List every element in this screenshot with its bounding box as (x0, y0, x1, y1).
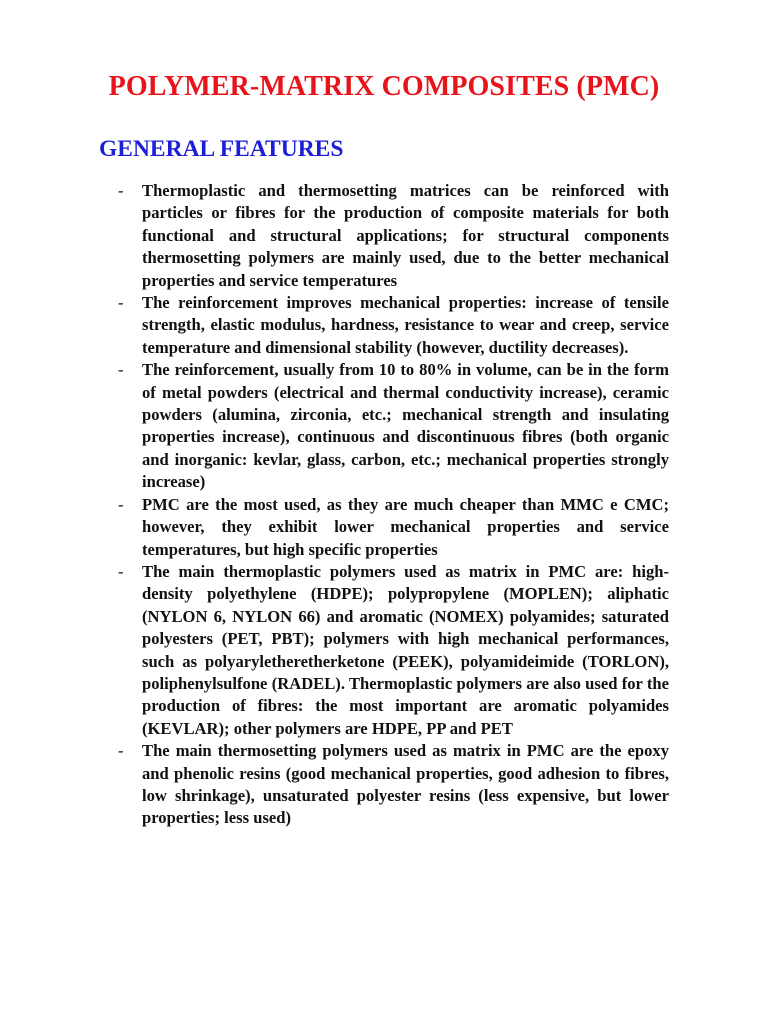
bullet-text: PMC are the most used, as they are much cheaper than MMC e CMC; however, they exhibit lower mechanical properties and service temperatures, but high specific properties (142, 494, 669, 559)
list-item (118, 561, 669, 740)
list-item (118, 740, 669, 830)
bullet-marker: - (118, 293, 124, 313)
list-item (118, 494, 669, 561)
bullet-marker: - (118, 561, 124, 581)
bullet-text: The main thermosetting polymers used as matrix in PMC are the epoxy and phenolic resins (good mechanical properties, good adhesion to fibres, low shrinkage), unsaturated polyester resins (less expensive, but lower properties; less used) (142, 741, 669, 828)
bullet-list (118, 180, 669, 830)
list-item (118, 180, 669, 292)
document-title: POLYMER-MATRIX COMPOSITES (PMC) (108, 71, 660, 102)
bullet-marker: - (118, 741, 124, 761)
bullet-marker: - (118, 494, 124, 514)
list-item (118, 292, 669, 359)
bullet-text: The reinforcement improves mechanical properties: increase of tensile strength, elastic modulus, hardness, resistance to wear and creep, service temperature and dimensional stability (however, ductility decreases). (142, 293, 669, 357)
bullet-marker: - (118, 360, 124, 380)
section-heading: GENERAL FEATURES (99, 136, 344, 162)
bullet-text: The reinforcement, usually from 10 to 80% in volume, can be in the form of metal powders (electrical and thermal conductivity increase), ceramic powders (alumina, zirconia, etc.; mechanical strength and insulating properties increase), continuous and discontinuous fibres (both organic and inorganic: kevlar, glass, carbon, etc.; mechanical properties strongly increase) (142, 360, 669, 492)
bullet-text: Thermoplastic and thermosetting matrices can be reinforced with particles or fibres for the production of composite materials for both functional and structural applications; for structural components thermosetting polymers are mainly used, due to the better mechanical properties and service temperatures (142, 181, 669, 290)
list-item (118, 359, 669, 493)
bullet-marker: - (118, 181, 124, 200)
bullet-text: The main thermoplastic polymers used as matrix in PMC are: high-density polyethylene (HDPE); polypropylene (MOPLEN); aliphatic (NYLON 6, NYLON 66) and aromatic (NOMEX) polyamides; saturated polyesters (PET, PBT); polymers with high mechanical performances, such as polyaryletheretherketone (PEEK), polyamideimide (TORLON), poliphenylsulfone (RADEL). Thermoplastic polymers are also used for the production of fibres: the most important are aromatic polyamides (KEVLAR); other polymers are HDPE, PP and PET (142, 561, 669, 738)
